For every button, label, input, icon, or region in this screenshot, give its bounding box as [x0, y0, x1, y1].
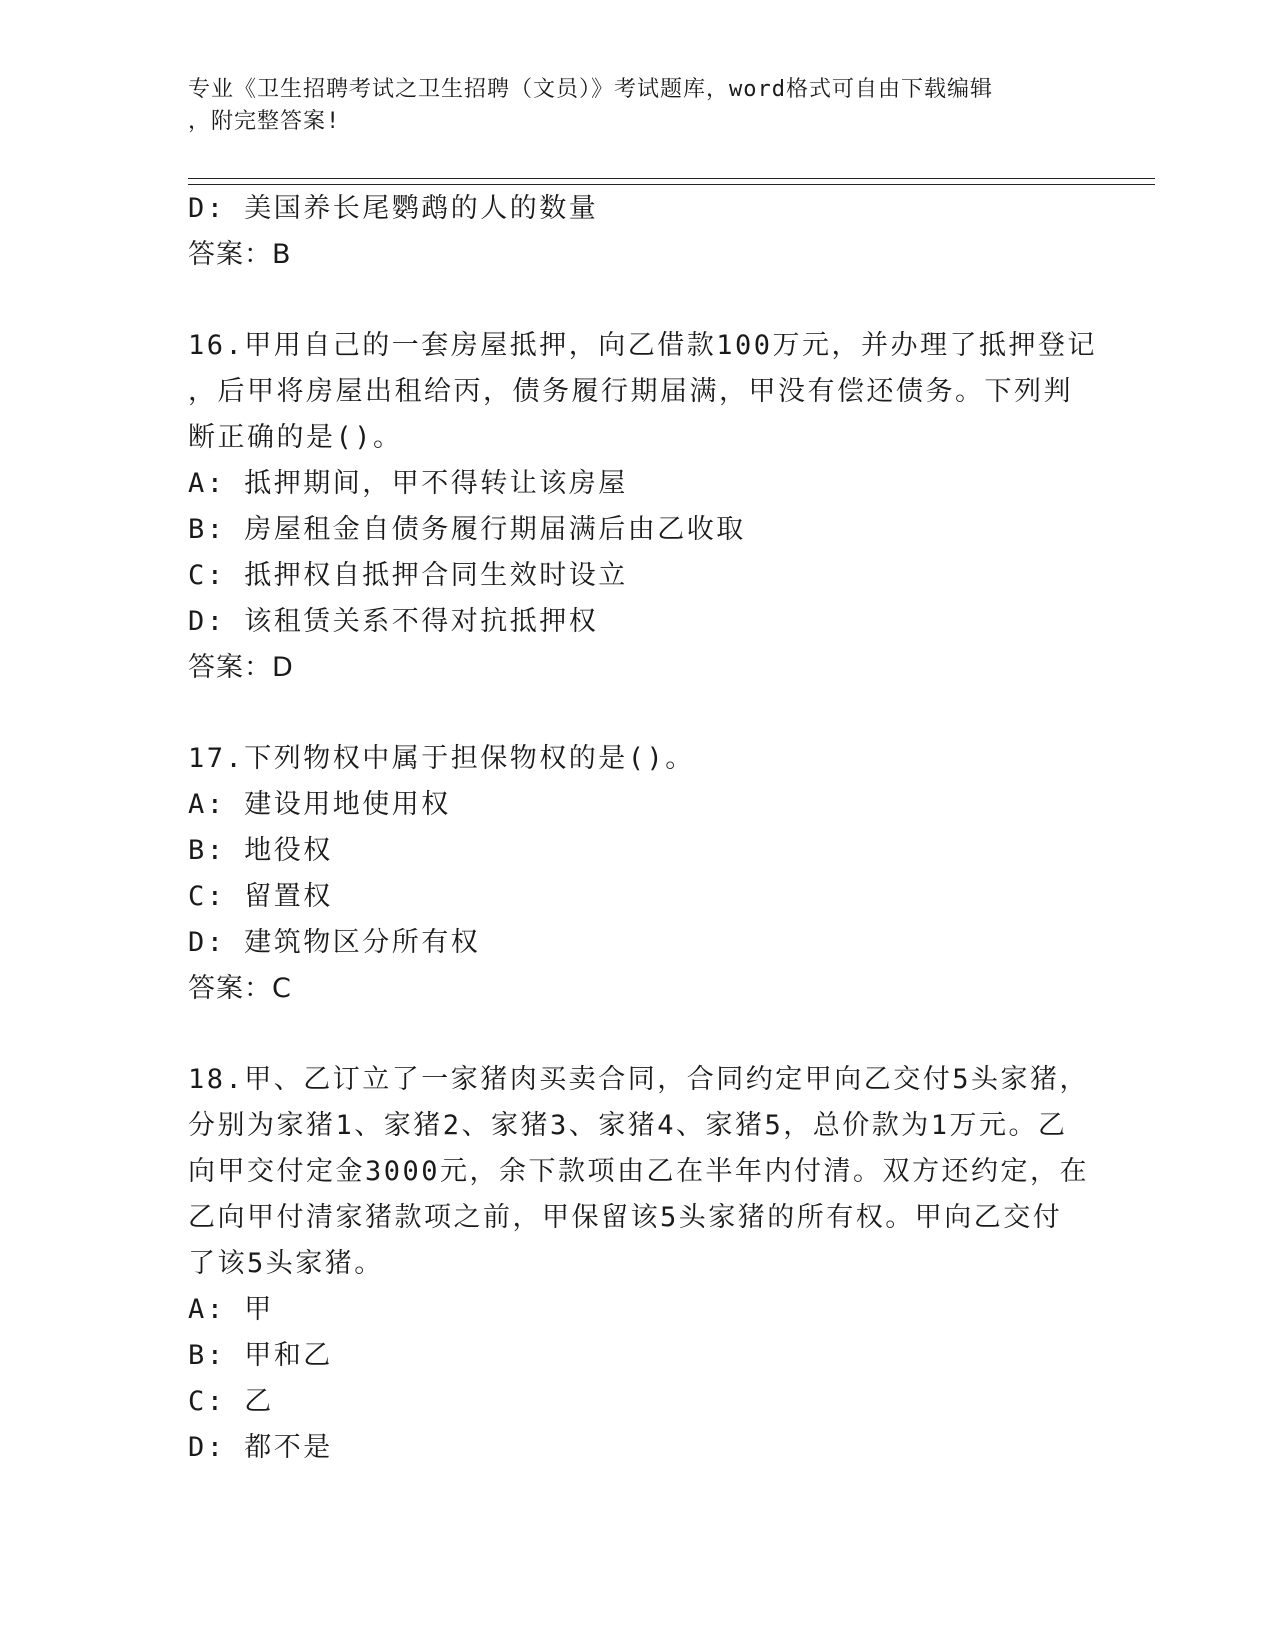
header-divider-bottom: [188, 184, 1155, 185]
q18-stem-line-5: 了该5头家猪。: [188, 1248, 384, 1279]
q18-option-c: C: 乙: [188, 1386, 274, 1417]
q18-stem-line-2: 分别为家猪1、家猪2、家猪3、家猪4、家猪5，总价款为1万元。乙: [188, 1110, 1068, 1141]
question-16: [188, 323, 1098, 691]
q16-option-c: C: 抵押权自抵押合同生效时设立: [188, 560, 628, 591]
q17-option-c: C: 留置权: [188, 881, 333, 912]
q18-option-b: B: 甲和乙: [188, 1340, 333, 1371]
question-content: [188, 186, 1098, 1471]
q16-option-b: B: 房屋租金自债务履行期届满后由乙收取: [188, 514, 746, 545]
spacer: [188, 691, 1088, 736]
header-divider-top: [188, 178, 1155, 179]
q16-answer: 答案：D: [188, 652, 294, 683]
q16-option-a: A: 抵押期间，甲不得转让该房屋: [188, 468, 628, 499]
document-header: [188, 74, 1068, 138]
q16-stem-line-2: ，后甲将房屋出租给丙，债务履行期届满，甲没有偿还债务。下列判: [188, 376, 1073, 407]
question-17: [188, 736, 1088, 1012]
q16-option-d: D: 该租赁关系不得对抗抵押权: [188, 606, 599, 637]
header-line-1: 专业《卫生招聘考试之卫生招聘（文员）》考试题库，word格式可自由下载编辑: [188, 77, 993, 102]
q15-option-d: D: 美国养长尾鹦鹉的人的数量: [188, 193, 599, 224]
q18-option-d: D: 都不是: [188, 1432, 333, 1463]
q17-option-d: D: 建筑物区分所有权: [188, 927, 481, 958]
q18-stem-line-3: 向甲交付定金3000元，余下款项由乙在半年内付清。双方还约定，在: [188, 1156, 1090, 1187]
q17-stem-line-1: 17.下列物权中属于担保物权的是()。: [188, 743, 695, 774]
q17-option-a: A: 建设用地使用权: [188, 789, 451, 820]
q17-answer: 答案：C: [188, 973, 292, 1004]
spacer: [188, 1012, 1088, 1057]
q18-stem-line-4: 乙向甲付清家猪款项之前，甲保留该5头家猪的所有权。甲向乙交付: [188, 1202, 1063, 1233]
question-15-tail: [188, 186, 1088, 278]
q15-answer: 答案：B: [188, 239, 292, 270]
q16-stem-line-1: 16.甲用自己的一套房屋抵押，向乙借款100万元，并办理了抵押登记: [188, 330, 1098, 361]
question-18: [188, 1057, 1088, 1471]
q17-option-b: B: 地役权: [188, 835, 333, 866]
header-line-2: ，附完整答案!: [188, 109, 341, 134]
q18-option-a: A: 甲: [188, 1294, 274, 1325]
q16-stem-line-3: 断正确的是()。: [188, 422, 403, 453]
spacer: [188, 278, 1088, 323]
q18-stem-line-1: 18.甲、乙订立了一家猪肉买卖合同，合同约定甲向乙交付5头家猪，: [188, 1064, 1090, 1095]
